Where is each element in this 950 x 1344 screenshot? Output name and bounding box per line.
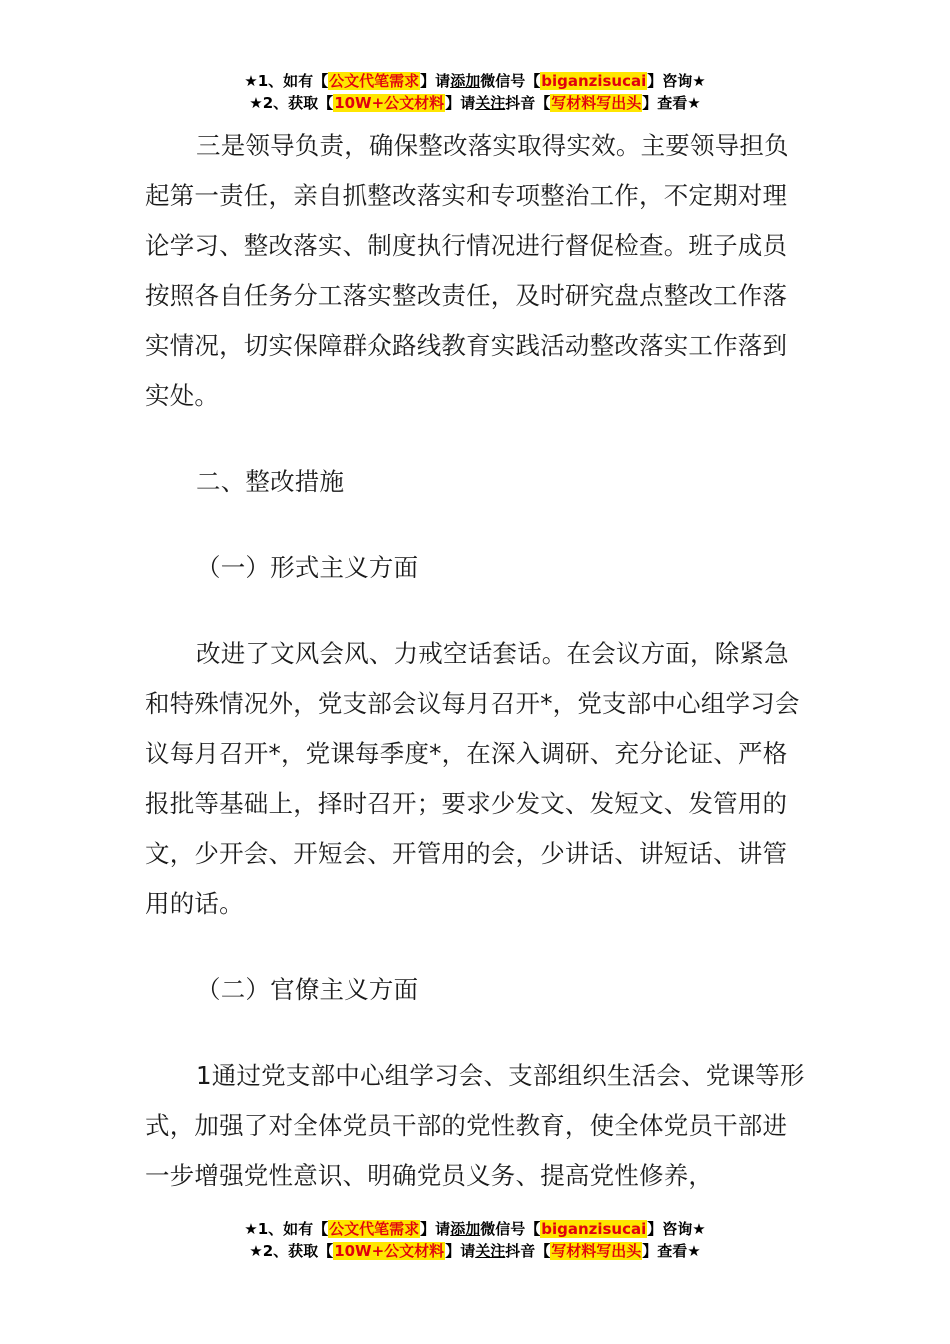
section-heading: 二、整改措施 xyxy=(196,467,345,496)
subsection-heading-formalism: （一）形式主义方面 xyxy=(196,553,419,582)
promo-highlight-wechat: biganzisucai xyxy=(541,1220,647,1238)
promo-highlight: 公文代笔需求 xyxy=(329,1220,420,1238)
promo-highlight: 10W+公文材料 xyxy=(334,1242,445,1260)
spacer xyxy=(145,421,805,457)
promo-banner-top xyxy=(0,70,950,114)
promo-text: ★2、获取【 xyxy=(249,94,334,112)
promo-line-2 xyxy=(0,1240,950,1262)
promo-text: 微信号【 xyxy=(480,72,541,90)
promo-highlight-douyin: 写材料写出头 xyxy=(551,94,642,112)
promo-line-2 xyxy=(0,92,950,114)
promo-text: 】咨询★ xyxy=(647,1220,706,1238)
promo-text: 】查看★ xyxy=(642,94,701,112)
promo-text: 】请 xyxy=(420,1220,451,1238)
promo-text: 】请 xyxy=(420,72,451,90)
promo-text: 】查看★ xyxy=(642,1242,701,1260)
promo-highlight-douyin: 写材料写出头 xyxy=(551,1242,642,1260)
promo-line-1 xyxy=(0,70,950,92)
promo-text: 抖音【 xyxy=(505,1242,551,1260)
promo-text: 抖音【 xyxy=(505,94,551,112)
spacer xyxy=(145,929,805,965)
spacer xyxy=(145,593,805,629)
spacer xyxy=(145,507,805,543)
document-body xyxy=(145,121,805,1201)
spacer xyxy=(145,1015,805,1051)
paragraph-formalism: 改进了文风会风、力戒空话套话。在会议方面，除紧急和特殊情况外，党支部会议每月召开*，党支部中心组学习会议每月召开*，党课每季度*，在深入调研、充分论证、严格报批等基础上，择时召开；要求少发文、发短文、发管用的文，少开会、开短会、开管用的会，少讲话、讲短话、讲管用的话。 xyxy=(145,639,800,918)
promo-text: 微信号【 xyxy=(480,1220,541,1238)
promo-emphasis: 关注 xyxy=(475,1242,506,1260)
promo-text: ★2、获取【 xyxy=(249,1242,334,1260)
promo-highlight-wechat: biganzisucai xyxy=(541,72,647,90)
promo-highlight: 公文代笔需求 xyxy=(329,72,420,90)
paragraph-leadership: 三是领导负责，确保整改落实取得实效。主要领导担负起第一责任，亲自抓整改落实和专项整治工作，不定期对理论学习、整改落实、制度执行情况进行督促检查。班子成员按照各自任务分工落实整改责任，及时研究盘点整改工作落实情况，切实保障群众路线教育实践活动整改落实工作落到实处。 xyxy=(145,131,789,410)
subsection-heading-bureaucracy: （二）官僚主义方面 xyxy=(196,975,419,1004)
promo-text: 】咨询★ xyxy=(647,72,706,90)
paragraph-party-education: 1通过党支部中心组学习会、支部组织生活会、党课等形式，加强了对全体党员干部的党性教育，使全体党员干部进一步增强党性意识、明确党员义务、提高党性修养， xyxy=(145,1061,805,1190)
promo-emphasis: 关注 xyxy=(475,94,506,112)
promo-text: ★1、如有【 xyxy=(244,72,329,90)
promo-text: 】请 xyxy=(445,94,476,112)
promo-text: 】请 xyxy=(445,1242,476,1260)
promo-highlight: 10W+公文材料 xyxy=(334,94,445,112)
promo-banner-bottom xyxy=(0,1218,950,1262)
promo-emphasis: 添加 xyxy=(450,72,481,90)
promo-emphasis: 添加 xyxy=(450,1220,481,1238)
promo-text: ★1、如有【 xyxy=(244,1220,329,1238)
promo-line-1 xyxy=(0,1218,950,1240)
